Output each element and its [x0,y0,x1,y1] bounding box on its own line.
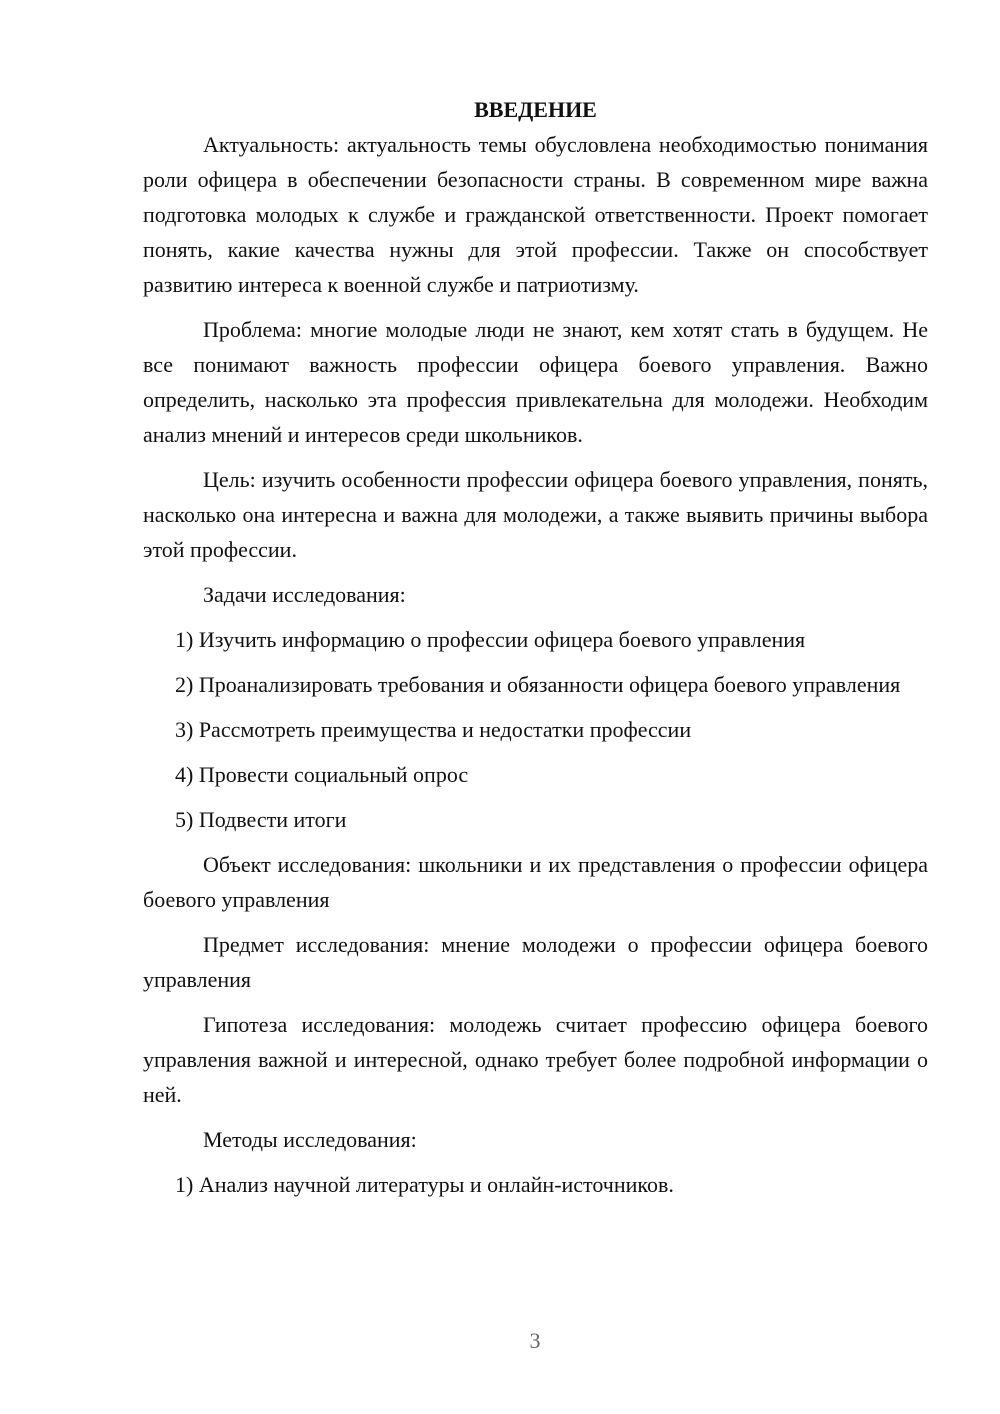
document-page [143,92,928,1212]
methods-heading: Методы исследования: [203,1127,417,1152]
page-number: 3 [529,1328,541,1353]
task-item-4: 4) Провести социальный опрос [175,762,469,787]
section-title: ВВЕДЕНИЕ [474,97,597,122]
task-item-3: 3) Рассмотреть преимущества и недостатки профессии [175,717,692,742]
method-item-1: 1) Анализ научной литературы и онлайн-источников. [175,1172,674,1197]
task-item-5: 5) Подвести итоги [175,807,347,832]
task-item-1: 1) Изучить информацию о профессии офицера боевого управления [175,627,806,652]
task-item-2: 2) Проанализировать требования и обязанности офицера боевого управления [175,672,901,697]
tasks-heading: Задачи исследования: [203,582,406,607]
paragraph-subject: Предмет исследования: мнение молодежи о профессии офицера боевого управления [143,932,928,992]
paragraph-hypothesis: Гипотеза исследования: молодежь считает профессию офицера боевого управления важной и интересной, однако требует более подробной информации о ней. [143,1012,928,1107]
paragraph-goal: Цель: изучить особенности профессии офицера боевого управления, понять, насколько она интересна и важна для молодежи, а также выявить причины выбора этой профессии. [143,467,928,562]
paragraph-object: Объект исследования: школьники и их представления о профессии офицера боевого управления [143,852,928,912]
paragraph-problem: Проблема: многие молодые люди не знают, кем хотят стать в будущем. Не все понимают важность профессии офицера боевого управления. Важно определить, насколько эта профессия привлекательна для молодежи. Необходим анализ мнений и интересов среди школьников. [143,317,928,447]
paragraph-relevance: Актуальность: актуальность темы обусловлена необходимостью понимания роли офицера в обеспечении безопасности страны. В современном мире важна подготовка молодых к службе и гражданской ответственности. Проект помогает понять, какие качества нужны для этой профессии. Также он способствует развитию интереса к военной службе и патриотизму. [143,132,928,297]
